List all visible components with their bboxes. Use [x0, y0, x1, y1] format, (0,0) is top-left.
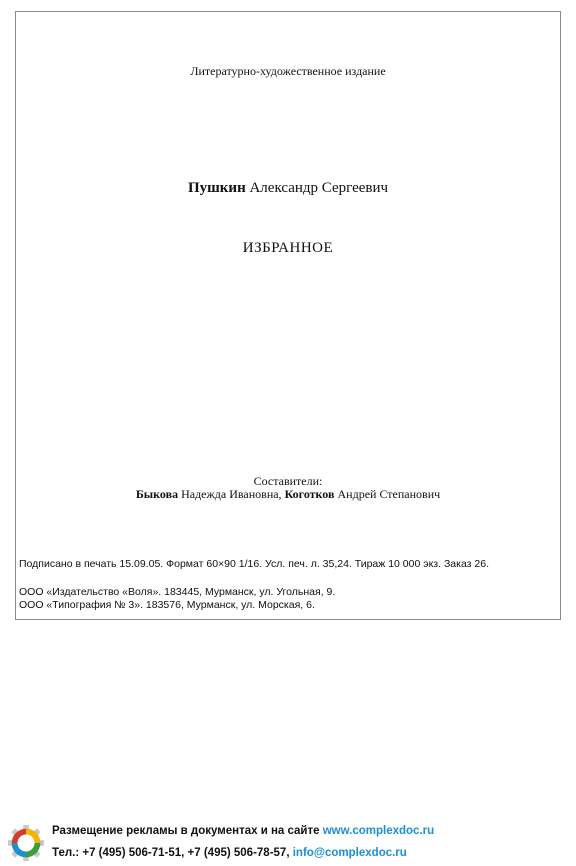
ad-placement-text: Размещение рекламы в документах и на сайте — [52, 825, 323, 837]
author-surname: Пушкин — [187, 180, 246, 196]
book-title: ИЗБРАННОЕ — [242, 240, 334, 256]
email-link[interactable]: info@complexdoc.ru — [292, 847, 407, 859]
author-given-names: Александр Сергеевич — [249, 180, 389, 196]
imprint-printer: ООО «Типография № 3». 183576, Мурманск, ул. Морская, 6. — [19, 599, 315, 611]
imprint-publisher: ООО «Издательство «Воля». 183445, Мурманск, ул. Угольная, 9. — [19, 586, 336, 598]
series-note: Литературно-художественное издание — [190, 64, 386, 78]
compiler-1-given: Надежда Ивановна, — [181, 487, 282, 501]
ad-phones-text: Тел.: +7 (495) 506-71-51, +7 (495) 506-78-57, — [52, 847, 293, 859]
ad-footer — [7, 822, 567, 862]
ad-line-contacts — [52, 847, 407, 859]
compiler-2-surname: Коготков — [284, 487, 335, 501]
page-frame — [15, 11, 561, 620]
compiler-2-given: Андрей Степанович — [337, 487, 441, 501]
compilers-names — [0, 487, 576, 502]
site-link[interactable]: www.complexdoc.ru — [322, 825, 435, 837]
gear-ring-logo-icon — [7, 824, 45, 862]
compilers-label: Составители: — [253, 474, 323, 488]
imprint-print-info: Подписано в печать 15.09.05. Формат 60×90 1/16. Усл. печ. л. 35,24. Тираж 10 000 экз. Заказ 26. — [19, 558, 490, 570]
ad-line-placement — [52, 825, 434, 837]
author-line — [0, 180, 576, 197]
compiler-1-surname: Быкова — [135, 487, 179, 501]
